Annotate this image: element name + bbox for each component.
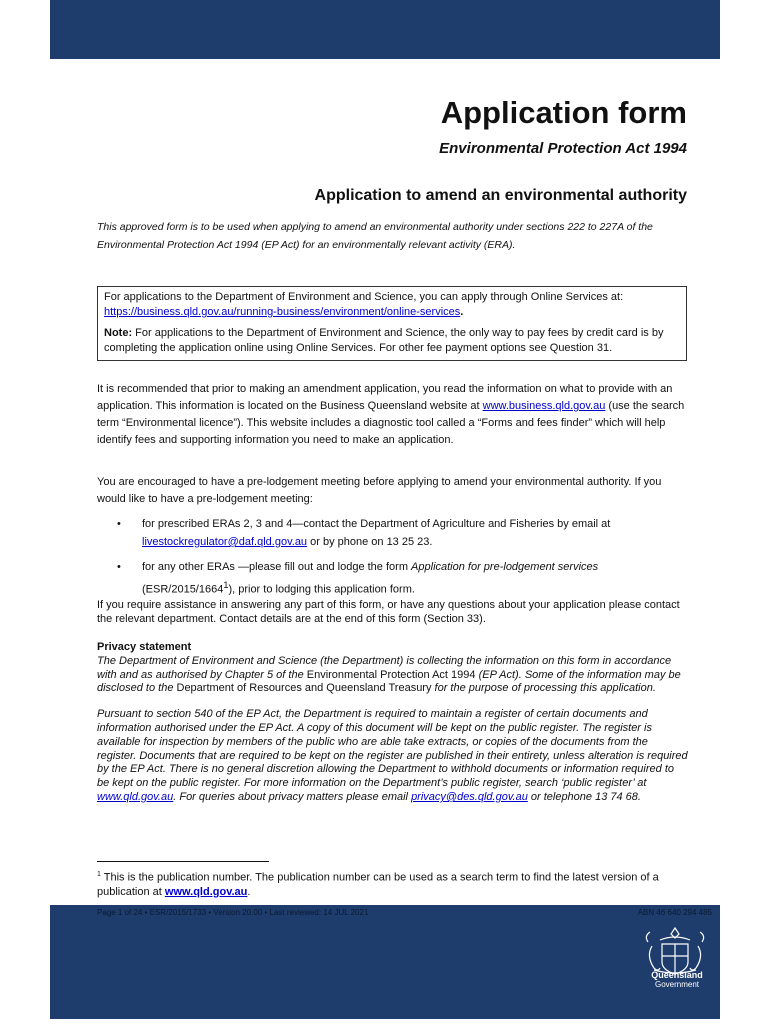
logo-text-government: Government [654, 980, 700, 989]
info-box-note [104, 326, 680, 356]
note-label: Note: [104, 327, 133, 339]
footer-abn: ABN 46 640 294 485 [637, 908, 712, 917]
bullet-text [142, 558, 682, 599]
assistance-paragraph: If you require assistance in answering any part of this form, or have any questions about your application please contact the relevant department. Contact details are at the end of this form (Section 33). [97, 599, 680, 625]
info-box-line [104, 290, 680, 320]
form-subtitle: Application to amend an environmental authority [314, 187, 687, 204]
act-name: Environmental Protection Act 1994 [439, 140, 687, 157]
privacy-p1-e: for the purpose of processing this application. [431, 682, 656, 695]
privacy-act-name: Environmental Protection Act 1994 [306, 668, 476, 681]
footer-page-info: Page 1 of 24 • ESR/2015/1733 • Version 20.00 • Last reviewed: 14 JUL 2021 [97, 908, 369, 917]
bullet-icon: • [117, 518, 121, 530]
page-title: Application form [440, 95, 687, 130]
footnote-number: 1 [97, 871, 101, 878]
bullet1-text-after: or by phone on 13 25 23. [307, 536, 433, 548]
online-services-box [97, 286, 687, 361]
bullet2-text-mid: (ESR/2015/1664 [142, 583, 224, 596]
footnote-suffix: . [247, 885, 251, 898]
privacy-p1-c: (EP Act). Some of the information may be disclosed to the [97, 668, 681, 695]
note-text: For applications to the Department of Environment and Science, the only way to pay fees by credit card is by completing the application online using Online Services. For other fee payment options see Question 31. [104, 327, 664, 354]
privacy-p1-a: The Department of Environment and Science (the Department) is collecting the information on this form in accordance with and as authorised by Chapter 5 of the [97, 654, 672, 681]
bullet2-text-after: ), prior to lodging this application form. [228, 583, 415, 596]
prelodgement-form-name: Application for pre-lodgement services [411, 561, 599, 573]
privacy-departments: Department of Resources and Queensland Treasury [176, 682, 432, 695]
footnote [97, 868, 689, 899]
privacy-p2-c: or telephone 13 74 68. [527, 790, 641, 803]
online-services-link[interactable]: https://business.qld.gov.au/running-business/environment/online-services [104, 306, 461, 318]
bullet1-text-before: for prescribed ERAs 2, 3 and 4—contact the Department of Agriculture and Fisheries by email at [142, 518, 611, 530]
privacy-p2-b: . For queries about privacy matters please email [173, 790, 412, 803]
privacy-statement [97, 641, 689, 805]
privacy-email-link[interactable]: privacy@des.qld.gov.au [411, 790, 528, 803]
bullet2-text-before: for any other ERAs —please fill out and lodge the form [142, 561, 412, 573]
footer-band [50, 905, 720, 1019]
intro-text: This approved form is to be used when applying to amend an environmental authority under sections 222 to 227A of the Environmental Protection Act 1994 (EP Act) for an environmentally relevant activity (ERA). [97, 221, 653, 251]
livestock-email-link[interactable]: livestockregulator@daf.qld.gov.au [142, 536, 308, 548]
recommendation-paragraph [97, 381, 689, 449]
footnote-link[interactable]: www.qld.gov.au [164, 885, 248, 898]
privacy-p2-a: Pursuant to section 540 of the EP Act, the Department is required to maintain a register of certain documents and information authorised under the EP Act. A copy of this document will be kept on the public register. The register is available for inspection by members of the public who are able take extracts, or copies of the documents from the register. Documents that are required to be kept on the register are published in their entirety, unless alteration is required by the EP Act. There is no general discretion allowing the Department to withhold documents or information required to be kept on the public register. For more information on the Department’s public register, search ‘public register’ at [97, 708, 688, 790]
business-qld-link[interactable]: www.business.qld.gov.au [482, 400, 606, 412]
footnote-ref: 1 [223, 580, 229, 590]
queensland-coat-of-arms-icon [630, 920, 720, 1015]
info-box-text: For applications to the Department of Environment and Science, you can apply through Online Services at: [104, 291, 624, 303]
header-band [50, 0, 720, 59]
privacy-paragraph-1 [97, 655, 689, 696]
bullet-icon: • [117, 561, 121, 573]
info-box-link-suffix: . [460, 306, 464, 318]
bullet-text [142, 515, 682, 551]
logo-text-queensland: Queensland [651, 970, 703, 980]
qld-gov-link[interactable]: www.qld.gov.au [97, 790, 174, 803]
privacy-heading: Privacy statement [97, 641, 192, 653]
footnote-divider [97, 861, 269, 862]
para1-text-before: It is recommended that prior to making an amendment application, you read the information on what to provide with an application. This information is located on the Business Queensland website at [97, 383, 673, 412]
footnote-text: This is the publication number. The publication number can be used as a search term to find the latest version of a publication at [97, 871, 659, 898]
prelodgement-paragraph: You are encouraged to have a pre-lodgement meeting before applying to amend your environmental authority. If you would like to have a pre-lodgement meeting: [97, 476, 662, 505]
privacy-paragraph-2 [97, 708, 689, 805]
para1-text-after: (use the search term “Environmental licence”). This website includes a diagnostic tool called a “Forms and fees finder” which will help identify fees and supporting information you need to make an application. [97, 400, 685, 446]
